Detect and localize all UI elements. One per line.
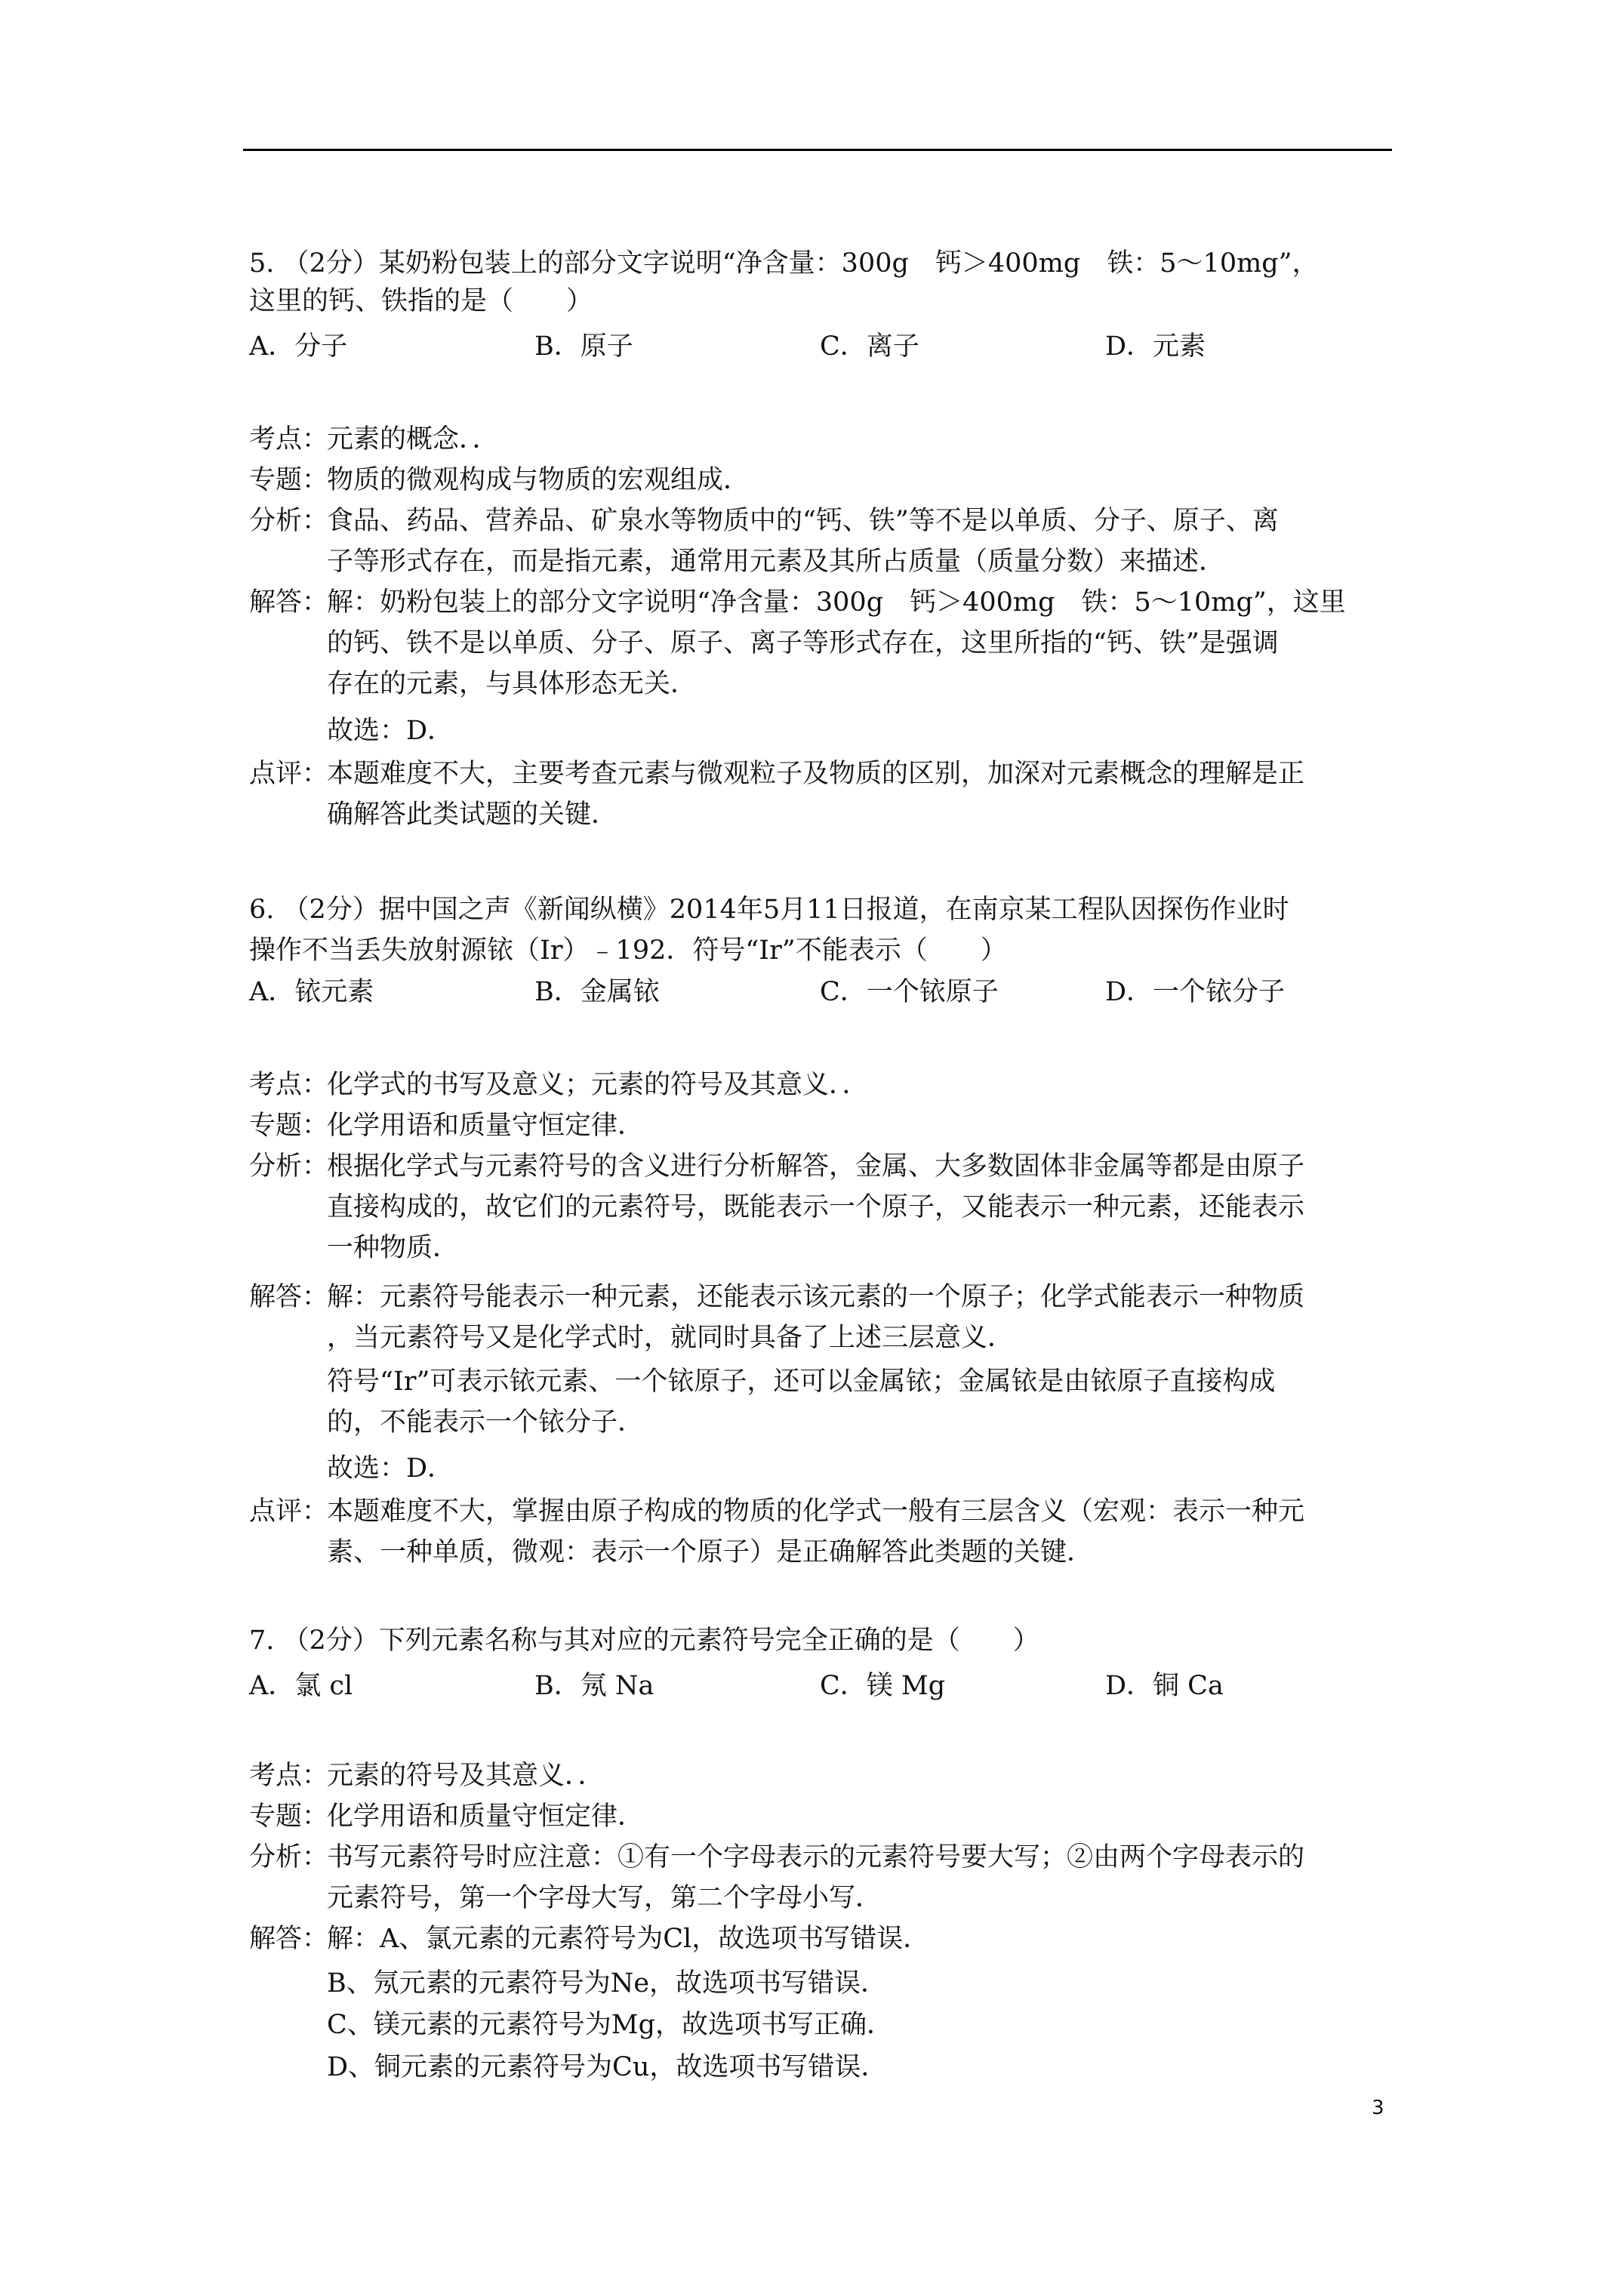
q5-stem-line-2: 这里的钙、铁指的是（ ） bbox=[249, 286, 593, 316]
q6-dianping-label: 点评： bbox=[249, 1496, 329, 1527]
q7-kaodian-label: 考点： bbox=[249, 1761, 329, 1791]
q7-zhuanti-text: 化学用语和质量守恒定律． bbox=[327, 1801, 645, 1832]
q6-zhuanti-text: 化学用语和质量守恒定律． bbox=[327, 1111, 645, 1141]
q7-option-b: B．氖 Na bbox=[534, 1671, 654, 1701]
q5-zhuanti-label: 专题： bbox=[249, 465, 329, 495]
q6-fenxi-line-2: 直接构成的，故它们的元素符号，既能表示一个原子，又能表示一种元素，还能表示 bbox=[327, 1192, 1305, 1222]
q7-jieda-line-3: C、镁元素的元素符号为Mg，故选项书写正确． bbox=[327, 2010, 894, 2040]
q6-option-c: C．一个铱原子 bbox=[820, 977, 999, 1007]
q5-option-c: C．离子 bbox=[820, 331, 919, 362]
q6-stem-line-2: 操作不当丢失放射源铱（Ir）﹣192．符号“Ir”不能表示（ ） bbox=[249, 935, 1007, 966]
q6-jieda-line-1: 解：元素符号能表示一种元素，还能表示该元素的一个原子；化学式能表示一种物质 bbox=[327, 1282, 1305, 1312]
q5-jieda-line-2: 的钙、铁不是以单质、分子、原子、离子等形式存在，这里所指的“钙、铁”是强调 bbox=[327, 628, 1279, 658]
q5-dianping-label: 点评： bbox=[249, 759, 329, 789]
q5-option-b: B．原子 bbox=[534, 331, 633, 362]
q5-zhuanti-text: 物质的微观构成与物质的宏观组成． bbox=[327, 465, 750, 495]
q6-jieda-line-2: ，当元素符号又是化学式时，就同时具备了上述三层意义． bbox=[327, 1323, 1015, 1353]
q7-option-d: D．铜 Ca bbox=[1105, 1671, 1224, 1701]
q6-kaodian-text: 化学式的书写及意义；元素的符号及其意义．． bbox=[327, 1070, 869, 1100]
header-rule bbox=[243, 149, 1392, 151]
q7-option-a: A．氯 cl bbox=[249, 1671, 353, 1701]
q5-jieda-line-3: 存在的元素，与具体形态无关． bbox=[327, 669, 698, 699]
q7-jieda-line-1: 解：A、氯元素的元素符号为Cl，故选项书写错误． bbox=[327, 1924, 930, 1954]
q7-kaodian-text: 元素的符号及其意义．． bbox=[327, 1761, 605, 1791]
q6-jieda-line-3: 符号“Ir”可表示铱元素、一个铱原子，还可以金属铱；金属铱是由铱原子直接构成 bbox=[327, 1367, 1276, 1397]
q7-option-c: C．镁 Mg bbox=[820, 1671, 946, 1701]
q5-fenxi-label: 分析： bbox=[249, 506, 329, 536]
q5-option-a: A．分子 bbox=[249, 331, 348, 362]
q5-kaodian-label: 考点： bbox=[249, 424, 329, 455]
q6-option-a: A．铱元素 bbox=[249, 977, 374, 1007]
q7-jieda-line-2: B、氖元素的元素符号为Ne，故选项书写错误． bbox=[327, 1968, 888, 1999]
q5-dianping-line-1: 本题难度不大，主要考查元素与微观粒子及物质的区别，加深对元素概念的理解是正 bbox=[327, 759, 1305, 789]
q7-fenxi-line-2: 元素符号，第一个字母大写，第二个字母小写． bbox=[327, 1883, 882, 1913]
q6-jieda-label: 解答： bbox=[249, 1282, 329, 1312]
q6-fenxi-line-1: 根据化学式与元素符号的含义进行分析解答，金属、大多数固体非金属等都是由原子 bbox=[327, 1151, 1305, 1182]
q6-dianping-line-1: 本题难度不大，掌握由原子构成的物质的化学式一般有三层含义（宏观：表示一种元 bbox=[327, 1496, 1305, 1527]
q6-fenxi-line-3: 一种物质． bbox=[327, 1233, 460, 1263]
q7-stem-line-1: 7. （2分）下列元素名称与其对应的元素符号完全正确的是（ ） bbox=[249, 1626, 1039, 1656]
q5-kaodian-text: 元素的概念．． bbox=[327, 424, 499, 455]
q5-answer: 故选：D． bbox=[327, 716, 454, 746]
q5-option-d: D．元素 bbox=[1105, 331, 1206, 362]
q6-option-b: B．金属铱 bbox=[534, 977, 660, 1007]
q7-fenxi-label: 分析： bbox=[249, 1842, 329, 1872]
q7-jieda-line-4: D、铜元素的元素符号为Cu，故选项书写错误． bbox=[327, 2052, 888, 2082]
q5-jieda-label: 解答： bbox=[249, 587, 329, 618]
q6-zhuanti-label: 专题： bbox=[249, 1111, 329, 1141]
q7-zhuanti-label: 专题： bbox=[249, 1801, 329, 1832]
q6-answer: 故选：D． bbox=[327, 1453, 454, 1484]
q6-jieda-line-4: 的，不能表示一个铱分子． bbox=[327, 1407, 645, 1438]
q5-fenxi-line-1: 食品、药品、营养品、矿泉水等物质中的“钙、铁”等不是以单质、分子、原子、离 bbox=[327, 506, 1279, 536]
q5-fenxi-line-2: 子等形式存在，而是指元素，通常用元素及其所占质量（质量分数）来描述． bbox=[327, 547, 1226, 577]
q5-dianping-line-2: 确解答此类试题的关键． bbox=[327, 800, 618, 830]
q5-stem-line-1: 5. （2分）某奶粉包装上的部分文字说明“净含量：300g 钙＞400mg 铁：5～10mg”， bbox=[249, 248, 1319, 279]
q6-stem-line-1: 6. （2分）据中国之声《新闻纵横》2014年5月11日报道，在南京某工程队因探伤作业时 bbox=[249, 895, 1289, 925]
q6-fenxi-label: 分析： bbox=[249, 1151, 329, 1182]
page-number: 3 bbox=[1372, 2097, 1384, 2119]
q5-jieda-line-1: 解：奶粉包装上的部分文字说明“净含量：300g 钙＞400mg 铁：5～10mg”，这里 bbox=[327, 587, 1346, 618]
q6-kaodian-label: 考点： bbox=[249, 1070, 329, 1100]
q6-dianping-line-2: 素、一种单质，微观：表示一个原子）是正确解答此类题的关键． bbox=[327, 1537, 1094, 1567]
q7-jieda-label: 解答： bbox=[249, 1924, 329, 1954]
q6-option-d: D．一个铱分子 bbox=[1105, 977, 1286, 1007]
q7-fenxi-line-1: 书写元素符号时应注意：①有一个字母表示的元素符号要大写；②由两个字母表示的 bbox=[327, 1842, 1305, 1872]
